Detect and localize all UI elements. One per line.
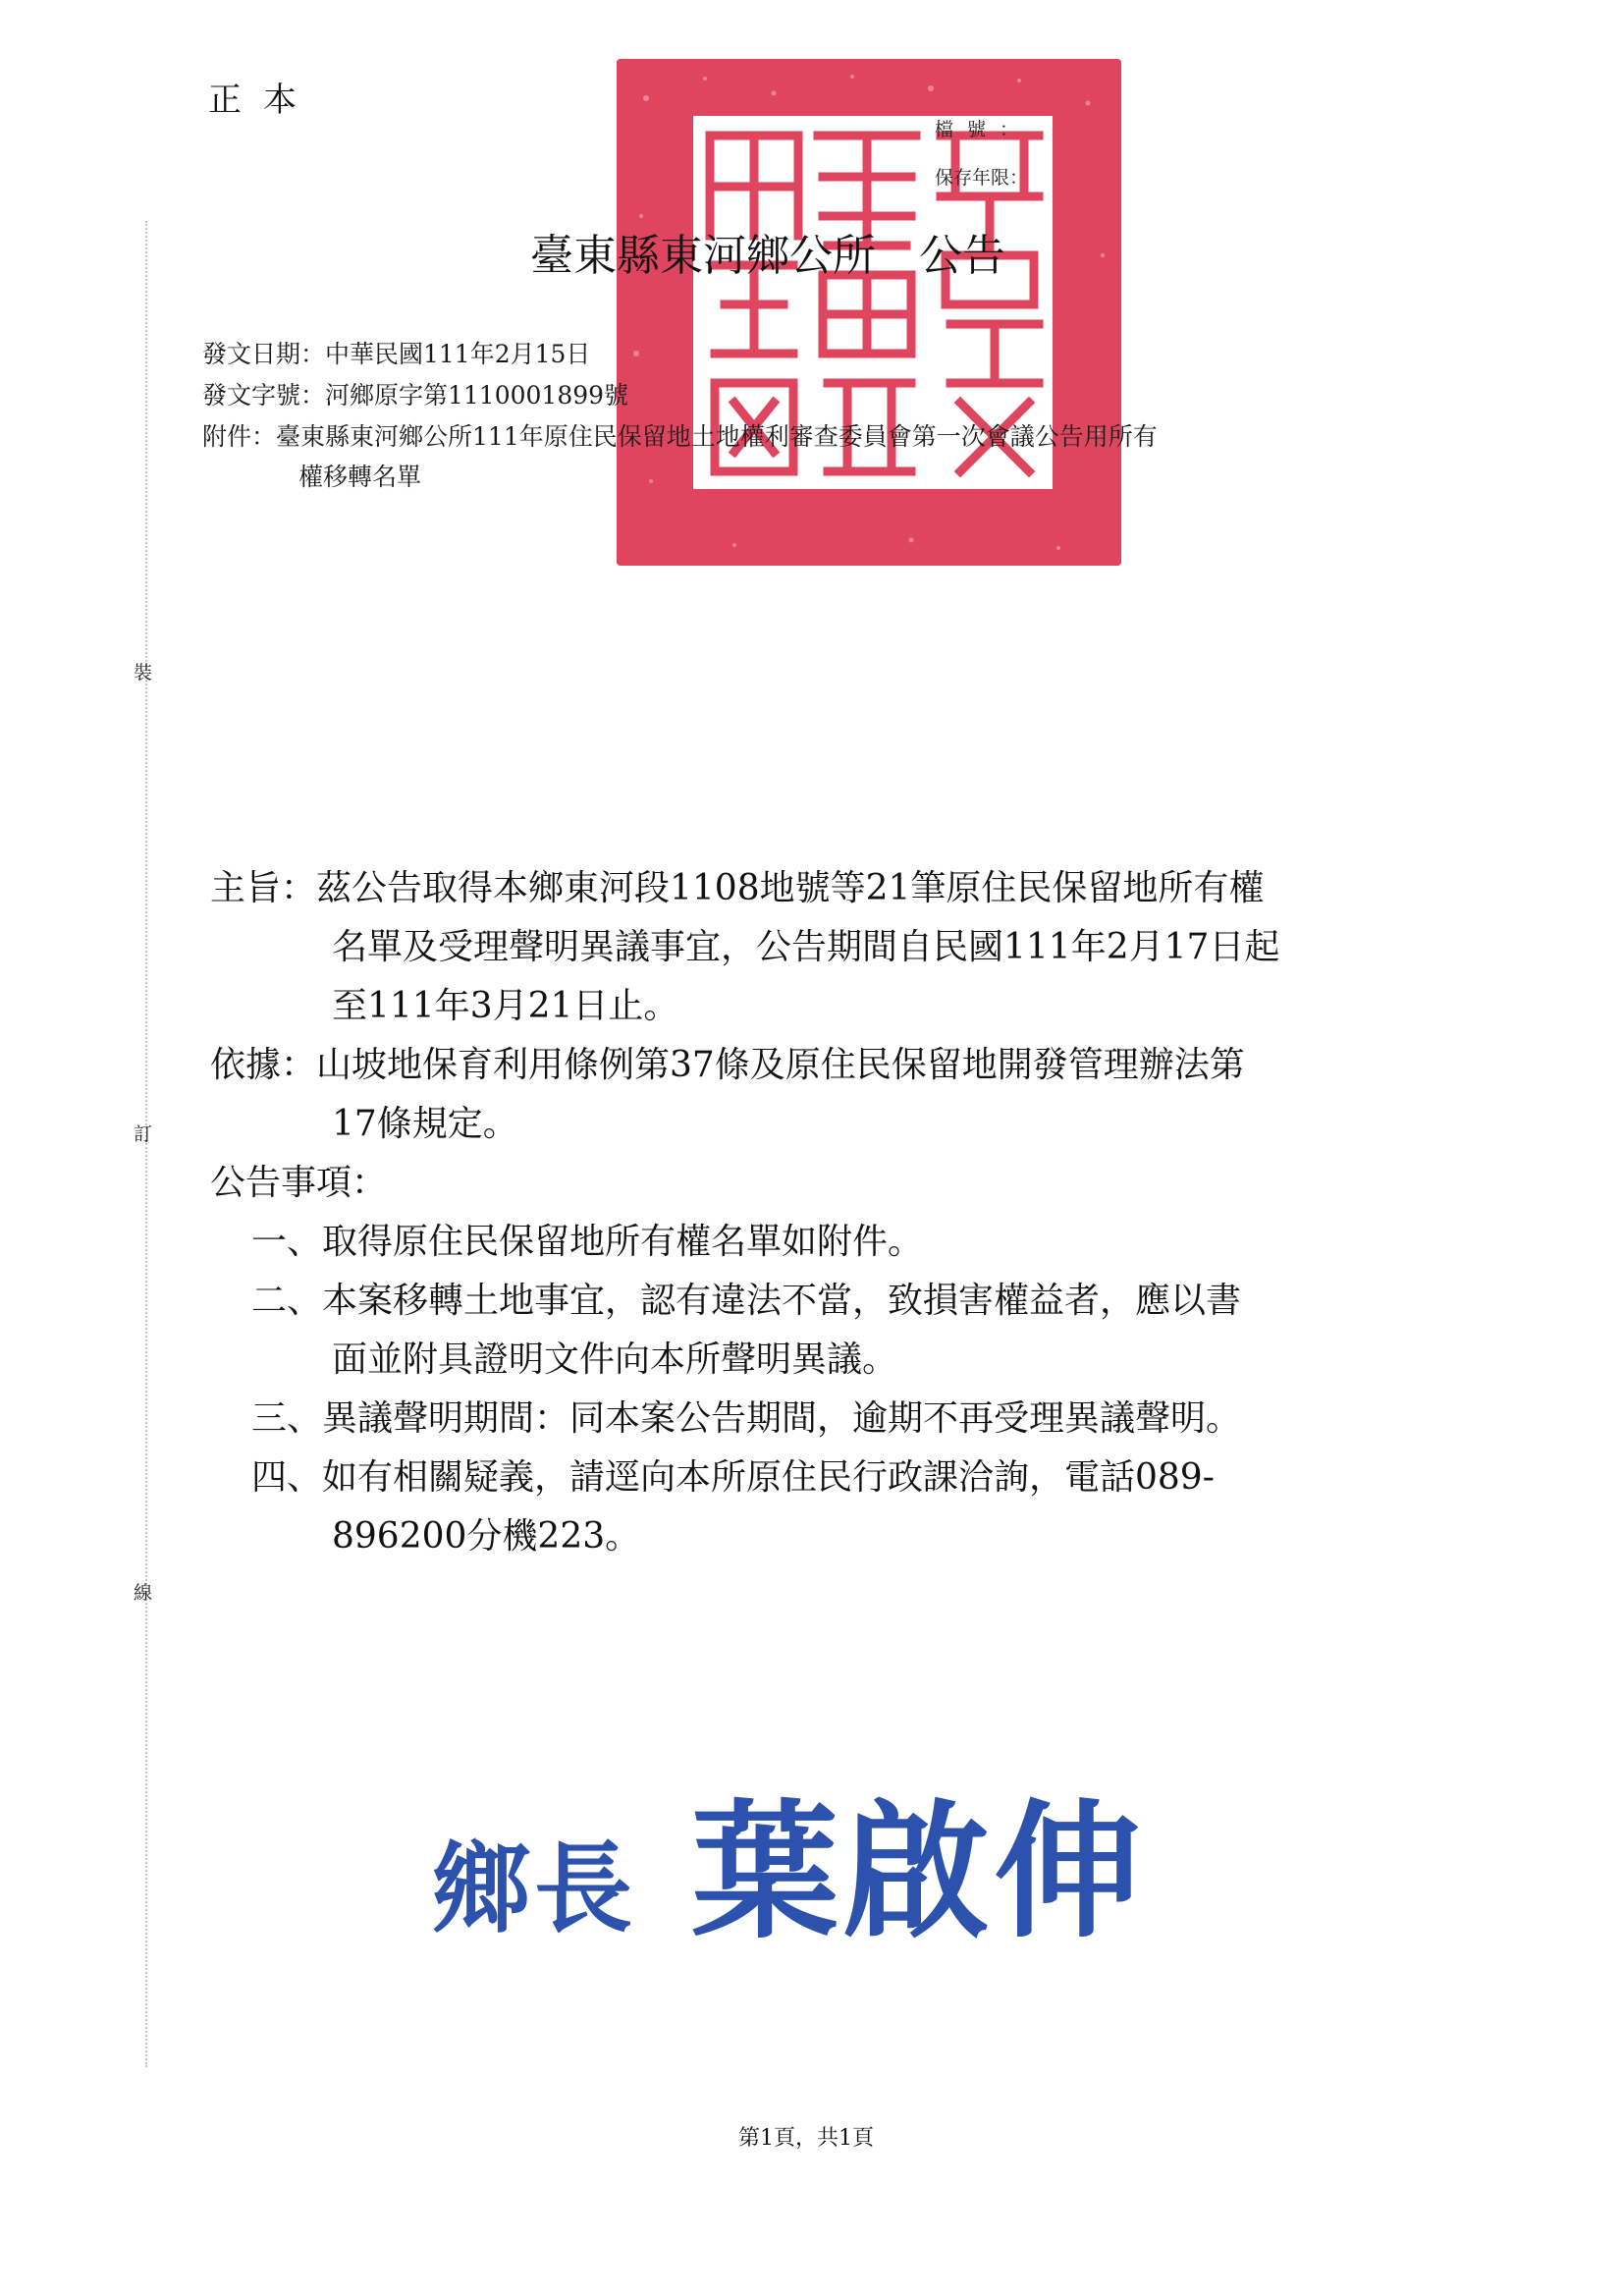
mayor-signature-stamp: [432, 1753, 1145, 1965]
page-number: 第1頁，共1頁: [738, 2126, 874, 2151]
issue-date: 發文日期：中華民國111年2月15日: [202, 340, 591, 368]
signature-name: 葉啟伸: [691, 1785, 1146, 1958]
announcement-items-heading: 公告事項：: [210, 1163, 388, 1203]
document-title: 臺東縣東河鄉公所 公告: [530, 231, 1005, 281]
attachment-line-continued: 權移轉名單: [298, 463, 422, 491]
binding-char-zhuang: 裝: [134, 662, 153, 683]
file-number-label: 檔號：: [935, 119, 1033, 140]
retention-period-label: 保存年限：: [935, 167, 1029, 189]
subject-line-continued: 名單及受理聲明異議事宜，公告期間自民國111年2月17日起: [332, 927, 1280, 967]
announcement-item-2: 二、本案移轉土地事宜，認有違法不當，致損害權益者，應以書: [251, 1281, 1242, 1321]
binding-char-xian: 線: [134, 1582, 153, 1604]
subject-line: 主旨：茲公告取得本鄉東河段1108地號等21筆原住民保留地所有權: [210, 868, 1265, 908]
announcement-item-2-continued: 面並附具證明文件向本所聲明異議。: [332, 1339, 898, 1380]
basis-line: 依據：山坡地保育利用條例第37條及原住民保留地開發管理辦法第: [210, 1045, 1245, 1085]
announcement-item-4: 四、如有相關疑義，請逕向本所原住民行政課洽詢，電話089-: [251, 1457, 1215, 1498]
issue-reference-number: 發文字號：河鄉原字第1110001899號: [202, 381, 629, 410]
announcement-item-3: 三、異議聲明期間：同本案公告期間，逾期不再受理異議聲明。: [251, 1398, 1242, 1439]
attachment-line: 附件：臺東縣東河鄉公所111年原住民保留地土地權利審查委員會第一次會議公告用所有: [202, 422, 1158, 451]
official-seal: [617, 59, 1121, 566]
copy-label: 正本: [208, 81, 318, 120]
announcement-item-4-continued: 896200分機223。: [332, 1516, 641, 1557]
binding-char-ding: 訂: [134, 1123, 153, 1145]
subject-line-end: 至111年3月21日止。: [332, 986, 679, 1026]
announcement-item-1: 一、取得原住民保留地所有權名單如附件。: [251, 1222, 924, 1262]
signature-title: 鄉長: [432, 1831, 636, 1946]
basis-line-continued: 17條規定。: [332, 1104, 518, 1144]
